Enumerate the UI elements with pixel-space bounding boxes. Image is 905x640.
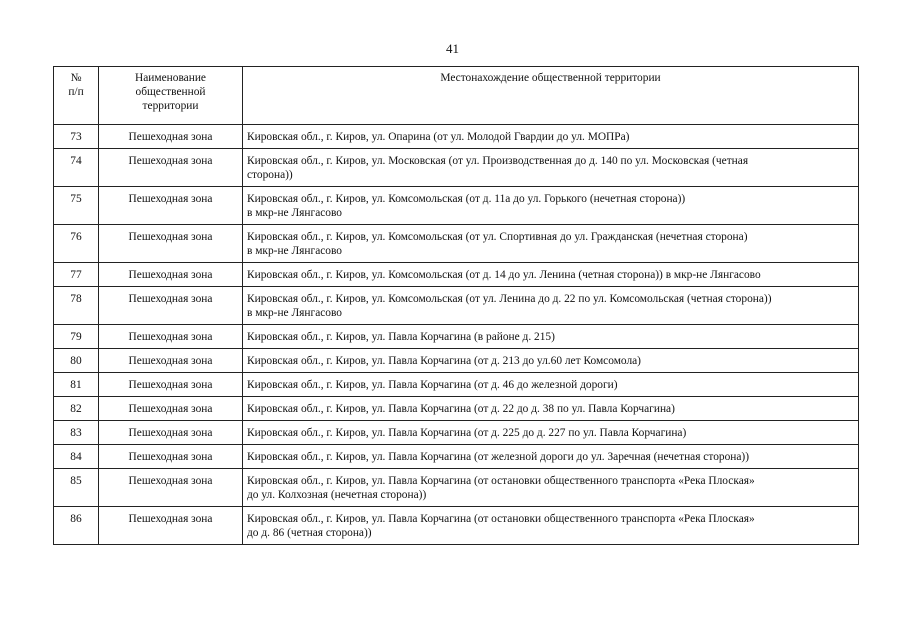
territory-location: Кировская обл., г. Киров, ул. Павла Корчагина (от д. 213 до ул.60 лет Комсомола)	[243, 349, 859, 373]
row-number: 85	[54, 469, 99, 507]
territory-name: Пешеходная зона	[99, 507, 243, 545]
table-row	[54, 125, 859, 149]
territory-name: Пешеходная зона	[99, 149, 243, 187]
page-number: 41	[446, 41, 459, 56]
table-body	[54, 125, 859, 545]
territory-location: Кировская обл., г. Киров, ул. Павла Корчагина (от д. 225 до д. 227 по ул. Павла Корчагина)	[243, 421, 859, 445]
territory-name: Пешеходная зона	[99, 469, 243, 507]
territory-location: Кировская обл., г. Киров, ул. Опарина (от ул. Молодой Гвардии до ул. МОПРа)	[243, 125, 859, 149]
territory-location: Кировская обл., г. Киров, ул. Комсомольская (от д. 11а до ул. Горького (нечетная сторона)) в мкр-не Лянгасово	[243, 187, 859, 225]
table-row	[54, 469, 859, 507]
table-row	[54, 149, 859, 187]
territory-name: Пешеходная зона	[99, 421, 243, 445]
table-row	[54, 445, 859, 469]
row-number: 75	[54, 187, 99, 225]
territory-location: Кировская обл., г. Киров, ул. Павла Корчагина (от остановки общественного транспорта «Река Плоская» до ул. Колхозная (нечетная сторона))	[243, 469, 859, 507]
header-name: Наименование общественной территории	[99, 67, 243, 125]
territory-location: Кировская обл., г. Киров, ул. Комсомольская (от ул. Ленина до д. 22 по ул. Комсомольская (четная сторона)) в мкр-не Лянгасово	[243, 287, 859, 325]
row-number: 83	[54, 421, 99, 445]
row-number: 73	[54, 125, 99, 149]
territory-name: Пешеходная зона	[99, 225, 243, 263]
territory-name: Пешеходная зона	[99, 125, 243, 149]
row-number: 76	[54, 225, 99, 263]
table-row	[54, 325, 859, 349]
territory-name: Пешеходная зона	[99, 187, 243, 225]
territory-name: Пешеходная зона	[99, 263, 243, 287]
table-row	[54, 225, 859, 263]
territory-name: Пешеходная зона	[99, 397, 243, 421]
territory-name: Пешеходная зона	[99, 325, 243, 349]
table-row	[54, 507, 859, 545]
table-row	[54, 263, 859, 287]
table-row	[54, 287, 859, 325]
public-territories-table	[53, 66, 859, 545]
table-row	[54, 373, 859, 397]
territory-name: Пешеходная зона	[99, 349, 243, 373]
territory-name: Пешеходная зона	[99, 373, 243, 397]
row-number: 82	[54, 397, 99, 421]
territory-location: Кировская обл., г. Киров, ул. Павла Корчагина (в районе д. 215)	[243, 325, 859, 349]
territory-name: Пешеходная зона	[99, 287, 243, 325]
row-number: 81	[54, 373, 99, 397]
header-location: Местонахождение общественной территории	[243, 67, 859, 125]
row-number: 77	[54, 263, 99, 287]
row-number: 74	[54, 149, 99, 187]
row-number: 80	[54, 349, 99, 373]
row-number: 79	[54, 325, 99, 349]
territory-location: Кировская обл., г. Киров, ул. Павла Корчагина (от д. 22 до д. 38 по ул. Павла Корчагина)	[243, 397, 859, 421]
territory-location: Кировская обл., г. Киров, ул. Павла Корчагина (от железной дороги до ул. Заречная (нечетная сторона))	[243, 445, 859, 469]
territory-location: Кировская обл., г. Киров, ул. Московская (от ул. Производственная до д. 140 по ул. Московская (четная сторона))	[243, 149, 859, 187]
row-number: 78	[54, 287, 99, 325]
row-number: 86	[54, 507, 99, 545]
table-row	[54, 397, 859, 421]
row-number: 84	[54, 445, 99, 469]
table-header-row	[54, 67, 859, 125]
territory-location: Кировская обл., г. Киров, ул. Комсомольская (от д. 14 до ул. Ленина (четная сторона)) в мкр-не Лянгасово	[243, 263, 859, 287]
territory-location: Кировская обл., г. Киров, ул. Павла Корчагина (от остановки общественного транспорта «Река Плоская» до д. 86 (четная сторона))	[243, 507, 859, 545]
territory-location: Кировская обл., г. Киров, ул. Комсомольская (от ул. Спортивная до ул. Гражданская (нечетная сторона) в мкр-не Лянгасово	[243, 225, 859, 263]
header-number: № п/п	[54, 67, 99, 125]
table-row	[54, 187, 859, 225]
table-row	[54, 421, 859, 445]
territory-location: Кировская обл., г. Киров, ул. Павла Корчагина (от д. 46 до железной дороги)	[243, 373, 859, 397]
table-row	[54, 349, 859, 373]
territory-name: Пешеходная зона	[99, 445, 243, 469]
